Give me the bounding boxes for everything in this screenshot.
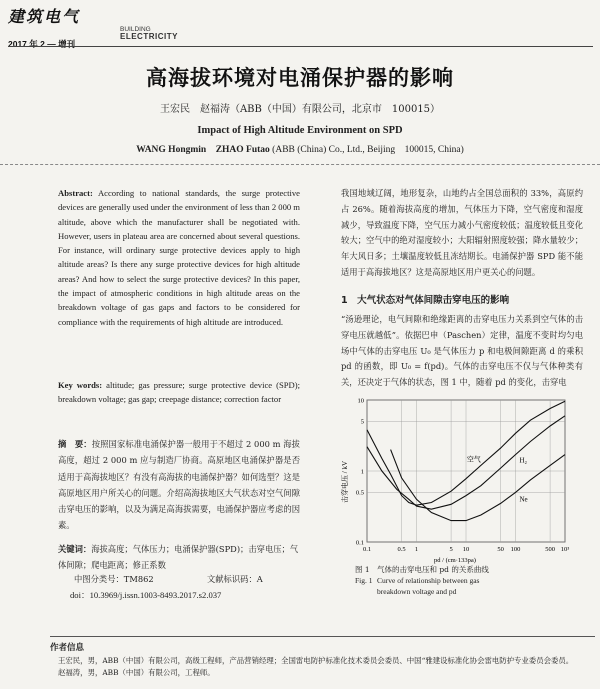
issue-label: 2017 年 2 — 增刊 xyxy=(8,39,76,49)
article-title-cn: 高海拔环境对电涌保护器的影响 xyxy=(146,66,454,90)
figure-1 xyxy=(337,392,577,568)
figure-caption-cn: 气体的击穿电压和 pd 的关系曲线 xyxy=(377,565,489,574)
keywords-cn-text: 海拔高度；气体压力；电涌保护器(SPD)；击穿电压；气体间隙；爬电距离；修正系数 xyxy=(58,544,299,571)
abstract-en-label: Abstract: xyxy=(58,188,93,198)
y-tick-label: 1 xyxy=(360,468,364,476)
keywords-cn xyxy=(58,541,300,574)
keywords-en-label: Key words: xyxy=(58,380,103,390)
keywords-cn-label: 关键词： xyxy=(58,544,92,554)
chart-x-label: pd / (cm·133pa) xyxy=(434,557,476,564)
abstract-cn-text: 按照国家标准电涌保护器一般用于不超过 2 000 m 海拔高度，超过 2 000 m 应与制造厂协商。高原地区电涌保护器是否适用于高海拔地区？有没有高海拔的电涌保护器？如何选型？这是高原地区用户所关心的问题。介绍高海拔地区大气状态对空气间隙击穿电压的影响，以及为满足高海拔需要，电涌保护器应考虑的因素。 xyxy=(58,439,300,531)
x-tick-label: 10 xyxy=(462,546,470,553)
abstract-en xyxy=(58,186,300,329)
header-rule xyxy=(8,46,593,47)
x-tick-label: 500 xyxy=(545,546,555,553)
figure-caption-en-1: Curve of relationship between gas xyxy=(377,576,480,585)
figure-caption-en-2: breakdown voltage and pd xyxy=(377,587,457,596)
doi: doi：10.3969/j.issn.1003-8493.2017.s2.037 xyxy=(70,590,222,600)
y-tick-label: 0.5 xyxy=(355,489,364,497)
x-tick-label: 0.1 xyxy=(362,546,372,553)
chart-y-label: 击穿电压 / kV xyxy=(341,461,349,503)
classification: 中图分类号：TM862 文献标识码：A xyxy=(74,574,263,584)
figure-label-cn: 图 1 xyxy=(355,565,370,574)
abstract-en-text: According to national standards, the surge protective devices are generally used under the environment of less than 2 000 m altitude, above which the manufacturer shall be negotiated with. However, users in plateau area are concerned about several questions. For instance, will ordinary surge protective devices apply to high altitude areas? Is there any surge protective devices for high altitude areas? And how to select the surge protective devices? In this paper, the impact of atmospheric conditions in high altitude areas on the breakdown voltage of gas gaps and factors to be considered for compliance with the requirements of high altitude are introduced. xyxy=(58,188,300,327)
x-tick-label: 100 xyxy=(510,546,521,553)
abstract-cn xyxy=(58,436,300,534)
x-tick-label: 1 xyxy=(414,546,419,553)
keywords-en xyxy=(58,378,300,407)
abstract-cn-label: 摘 要： xyxy=(58,439,92,449)
y-tick-label: 5 xyxy=(360,418,364,426)
y-tick-label: 0.1 xyxy=(355,539,364,547)
y-tick-label: 10 xyxy=(357,397,364,405)
x-tick-label: 5 xyxy=(449,546,453,553)
author-info xyxy=(58,655,593,678)
authors-en xyxy=(0,141,600,155)
journal-masthead xyxy=(8,4,178,49)
section-heading: 1 大气状态对气体间隙击穿电压的影响 xyxy=(341,295,510,306)
series-label: H₂ xyxy=(519,456,527,465)
series-label: Ne xyxy=(519,495,528,504)
x-tick-label: 50 xyxy=(497,546,504,553)
x-tick-label: 0.5 xyxy=(397,546,406,553)
section-body: “汤逊理论，电气间隙和绝缘距离的击穿电压力关系到空气体的击穿电压就越低”。依据巴申（Paschen）定律，温度不变时均匀电场中气体的击穿电压 U₀ 是气体压力 p 和电极间隙距离 d 的乘积 pd 的函数，即 U₀ = f(pd)。气体的击穿电压不仅与气体种类有关，还决定于气体的状态，图 1 中，随着 pd 的变化，击穿电 xyxy=(341,314,583,388)
breakdown-voltage-chart xyxy=(337,392,577,564)
figure-caption xyxy=(355,564,580,597)
title-divider xyxy=(0,164,600,165)
series-label: 空气 xyxy=(466,455,481,464)
author-info-label: 作者信息 xyxy=(50,643,85,653)
authors-cn: 王宏民 赵福涛（ABB（中国）有限公司，北京市 100015） xyxy=(159,104,441,115)
clc-code: TM862 xyxy=(123,574,154,584)
doc-code: A xyxy=(256,574,263,584)
authors-en-affiliation: (ABB (China) Co., Ltd., Beijing 100015, China) xyxy=(272,145,464,155)
keywords-en-text: altitude; gas pressure; surge protective device (SPD); breakdown voltage; gas gap; creepage distance; correction factor xyxy=(58,380,300,405)
authors-en-names: WANG Hongmin ZHAO Futao xyxy=(136,145,270,155)
journal-name-cn: 建筑电气 xyxy=(8,7,81,26)
journal-name-en: BUILDING ELECTRICITY xyxy=(120,26,178,41)
footer-rule xyxy=(50,636,595,637)
x-tick-label: 10³ xyxy=(560,546,570,553)
author-info-line-1: 王宏民，男，ABB（中国）有限公司，高级工程师，产品营销经理；全国雷电防护标准化技术委员会委员、中国“雅建设标准化协会雷电防护专业委员会委员。 xyxy=(58,656,574,665)
author-info-line-2: 赵福涛，男，ABB（中国）有限公司，工程师。 xyxy=(58,667,215,677)
figure-label-en: Fig. 1 xyxy=(355,576,373,585)
intro-paragraph: 我国地域辽阔，地形复杂，山地约占全国总面积的 33%，高原约占 26%。随着海拔高度的增加，气体压力下降，空气密度和湿度减少，导致温度下降，空气压力减小气密度较低；温度较低且变化较大；空气中的绝对湿度较小；大阳辐射照度较强；降水量较少；年大风日多；土壤温度较低且冻结期长。电涌保护器 SPD 能不能适用于高海拔地区？这是高原地区用户更关心的问题。 xyxy=(341,188,583,277)
article-title-en: Impact of High Altitude Environment on SPD xyxy=(197,125,403,136)
